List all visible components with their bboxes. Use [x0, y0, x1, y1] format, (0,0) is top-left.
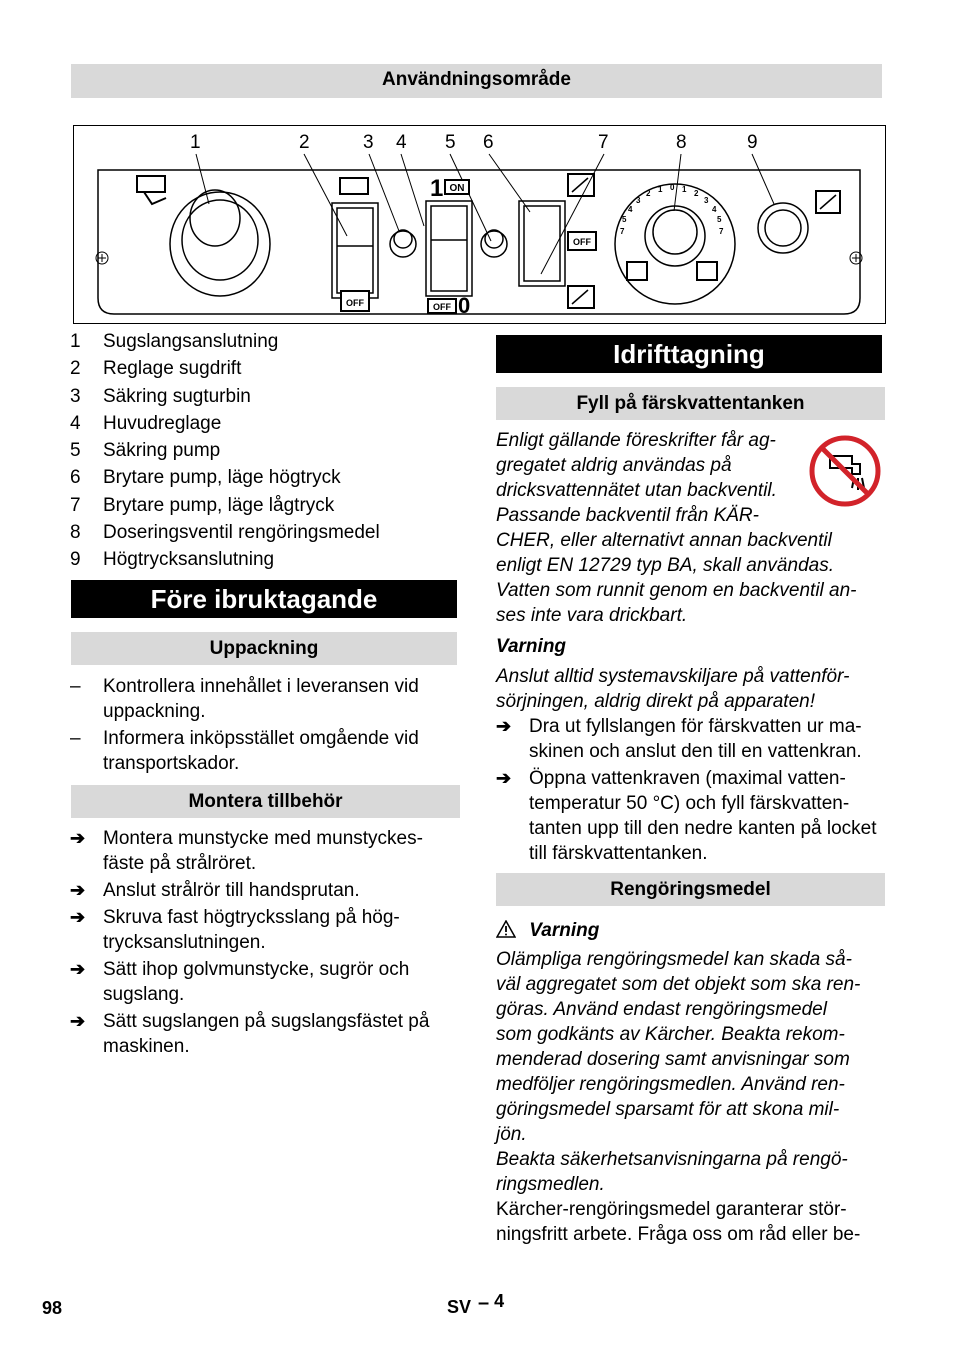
section-title-commissioning: Idrifttagning [496, 335, 882, 373]
list-item: ➔ Sätt ihop golvmunstycke, sugrör och sugslang. [70, 959, 410, 1005]
svg-text:4: 4 [712, 205, 717, 214]
svg-text:1: 1 [430, 175, 444, 202]
turbine-fuse-icon [390, 230, 416, 257]
main-switch-icon [426, 201, 472, 296]
warning-heading-detergent: Varning [496, 918, 599, 943]
subsection-freshwater: Fyll på färskvattentanken [496, 387, 885, 420]
control-panel-drawing [74, 126, 885, 323]
figure-legend [70, 328, 380, 574]
legend-item: 9 Högtrycksanslutning [70, 549, 275, 571]
legend-item: 6 Brytare pump, läge högtryck [70, 467, 341, 489]
list-item: – Informera inköpsstället omgående vid transportskador. [70, 728, 419, 774]
unpacking-list [70, 674, 460, 778]
freshwater-steps [496, 714, 888, 868]
callout-1: 1 [190, 132, 201, 153]
suction-symbol-icon [137, 176, 166, 204]
svg-text:3: 3 [704, 196, 709, 205]
header-bar [71, 64, 882, 98]
list-item: ➔ Anslut strålrör till handsprutan. [70, 880, 360, 901]
callout-7: 7 [598, 132, 609, 153]
subsection-unpacking: Uppackning [71, 632, 457, 665]
page-number: 98 [42, 1298, 63, 1318]
svg-text:3: 3 [636, 196, 641, 205]
off-label-3 [568, 232, 596, 250]
callout-5: 5 [445, 132, 456, 153]
warning-text-freshwater: Anslut alltid systemavskiljare på vattenför-sörjningen, aldrig direkt på apparaten! [496, 666, 850, 712]
freshwater-intro: Enligt gällande föreskrifter får ag- gregatet aldrig användas på dricksvattennätet utan backventil. Passande backventil från KÄR- CHER, eller alternativt annan backventil enligt EN 12729 typ BA, skall användas. Vatten som runnit genom en backventil an- ses inte vara drickbart. [496, 430, 857, 626]
detergent-body-text: Kärcher-rengöringsmedel garanterar stör- ningsfritt arbete. Fråga oss om råd eller be- [496, 1199, 861, 1245]
callout-3: 3 [363, 132, 374, 153]
list-item: ➔ Skruva fast högtrycksslang på hög-trycksanslutningen. [70, 907, 400, 953]
page-title: Användningsområde [382, 69, 571, 90]
svg-text:2: 2 [694, 189, 699, 198]
legend-item: 1 Sugslangsanslutning [70, 331, 279, 352]
svg-text:0: 0 [458, 293, 471, 318]
svg-text:ON: ON [449, 183, 465, 194]
callout-9: 9 [747, 132, 758, 153]
svg-text:0: 0 [670, 183, 675, 192]
list-item: – Kontrollera innehållet i leveransen vid uppackning. [70, 676, 419, 722]
svg-text:5: 5 [717, 215, 722, 224]
warning-label-freshwater: Varning [496, 636, 567, 657]
high-pressure-connector-icon [758, 191, 840, 253]
svg-text:4: 4 [628, 205, 633, 214]
svg-text:OFF: OFF [573, 237, 591, 247]
legend-item: 5 Säkring pump [70, 440, 221, 462]
callout-6: 6 [483, 132, 494, 153]
svg-text:5: 5 [622, 215, 627, 224]
svg-text:OFF: OFF [346, 298, 364, 308]
list-item: ➔ Sätt sugslangen på sugslangsfästet på maskinen. [70, 1011, 430, 1057]
suction-switch-icon [332, 178, 378, 298]
svg-text:OFF: OFF [433, 302, 451, 312]
on-label [430, 175, 469, 202]
list-item: ➔ Dra ut fyllslangen för färskvatten ur ma-skinen och anslut den till en vattenkran. [496, 716, 862, 762]
svg-text:1: 1 [658, 185, 663, 194]
subsection-detergent: Rengöringsmedel [496, 873, 885, 906]
svg-text:7: 7 [620, 227, 625, 236]
section-title-before-use: Före ibruktagande [71, 580, 457, 618]
callout-2: 2 [299, 132, 310, 153]
off-label-1 [341, 291, 369, 311]
list-item: ➔ Öppna vattenkraven (maximal vatten-temperatur 50 °C) och fyll färskvatten-tanten upp till den nedre kanten på locket till färskvattentanken. [496, 768, 877, 864]
legend-item: 8 Doseringsventil rengöringsmedel [70, 522, 380, 544]
svg-text:7: 7 [719, 227, 724, 236]
callout-4: 4 [396, 132, 407, 153]
subsection-accessories: Montera tillbehör [71, 785, 460, 818]
pump-fuse-icon [481, 230, 507, 257]
legend-item: 2 Reglage sugdrift [70, 358, 242, 380]
detergent-warning-text: Olämpliga rengöringsmedel kan skada så- väl aggregatet som det objekt som ska ren- göras. Använd endast rengöringsmedel som godkänts av Kärcher. Beakta rekom- menderad dosering samt anvisningar som medföljer rengöringsmedlen. Använd ren- göringsmedel sparsamt för att skona mil- jön. Beakta säkerhetsanvisningarna på rengö- ringsmedlen. [496, 949, 861, 1195]
control-panel-figure [73, 125, 886, 324]
legend-item: 4 Huvudreglage [70, 412, 222, 434]
accessories-list [70, 826, 462, 1061]
warning-triangle-icon [496, 920, 516, 938]
legend-item: 3 Säkring sugturbin [70, 385, 251, 407]
footer-language: SV – 4 [447, 1291, 505, 1317]
legend-item: 7 Brytare pump, läge lågtryck [70, 494, 335, 516]
suction-hose-connector-icon [170, 190, 270, 296]
svg-text:1: 1 [682, 185, 687, 194]
list-item: ➔ Montera munstycke med munstyckes-fäste på strålröret. [70, 828, 423, 874]
svg-text:2: 2 [646, 189, 651, 198]
callout-8: 8 [676, 132, 687, 153]
